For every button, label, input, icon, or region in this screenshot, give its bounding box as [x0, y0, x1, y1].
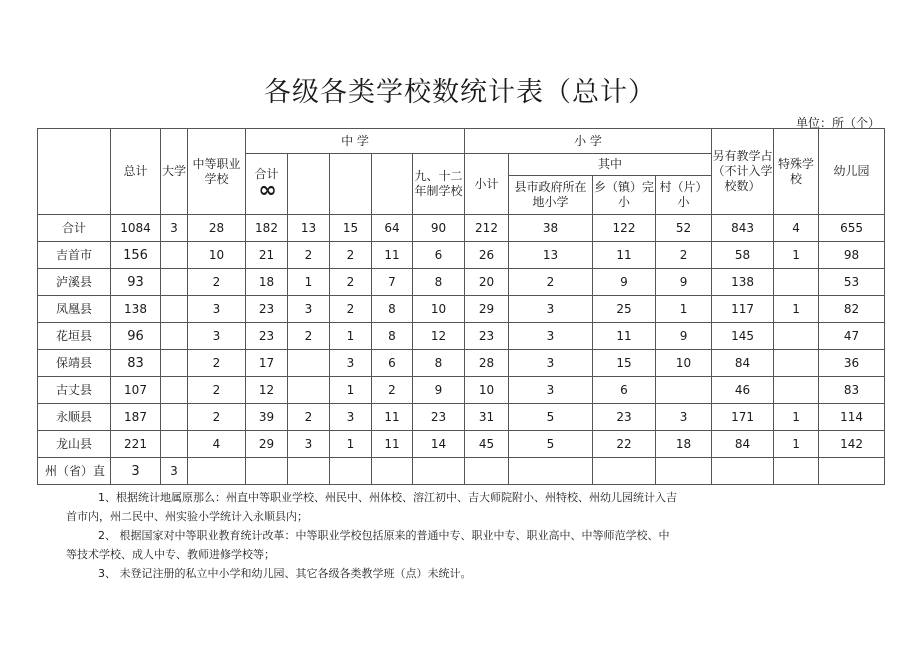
table-cell: [656, 458, 712, 485]
table-cell: 20: [465, 269, 509, 296]
table-cell: 182: [246, 215, 288, 242]
table-cell: 138: [111, 296, 161, 323]
table-cell: 11: [372, 431, 413, 458]
table-cell: 23: [465, 323, 509, 350]
table-cell: [774, 350, 819, 377]
table-cell: [288, 350, 330, 377]
table-cell: 84: [712, 431, 774, 458]
table-cell: [161, 404, 188, 431]
table-cell: 11: [372, 404, 413, 431]
table-cell: 8: [372, 296, 413, 323]
table-cell: [509, 458, 593, 485]
table-cell: 1: [330, 323, 372, 350]
table-cell: [774, 269, 819, 296]
table-cell: 6: [413, 242, 465, 269]
footnote-2-cont: 等技术学校、成人中专、教师进修学校等；: [66, 548, 275, 561]
header-middle-col-a: [288, 154, 330, 215]
table-cell: 1084: [111, 215, 161, 242]
table-cell: [288, 458, 330, 485]
table-cell: 15: [593, 350, 656, 377]
table-cell: 46: [712, 377, 774, 404]
table-cell: 15: [330, 215, 372, 242]
table-cell: [188, 458, 246, 485]
header-blank: [38, 129, 111, 215]
table-cell: 96: [111, 323, 161, 350]
header-other-teaching: 另有教学占（不计入学校数）: [712, 129, 774, 215]
table-cell: 11: [593, 323, 656, 350]
table-cell: 221: [111, 431, 161, 458]
header-village: 村（片）小: [656, 176, 712, 215]
table-cell: 28: [188, 215, 246, 242]
table-cell: 64: [372, 215, 413, 242]
header-special: 特殊学校: [774, 129, 819, 215]
header-middle-col2: ∞: [258, 178, 275, 203]
table-cell: 13: [509, 242, 593, 269]
footnotes: [66, 488, 826, 583]
table-cell: 6: [372, 350, 413, 377]
table-cell: 138: [712, 269, 774, 296]
table-cell: 7: [372, 269, 413, 296]
table-cell: [246, 458, 288, 485]
table-cell: 84: [712, 350, 774, 377]
row-label: 州（省）直: [38, 458, 111, 485]
header-township: 乡（镇）完小: [593, 176, 656, 215]
table-cell: 82: [819, 296, 885, 323]
table-cell: 18: [246, 269, 288, 296]
header-total: 总计: [111, 129, 161, 215]
header-middle-subtotal: [246, 154, 288, 215]
table-cell: 3: [509, 296, 593, 323]
table-cell: 2: [330, 242, 372, 269]
table-row: [38, 269, 885, 296]
table-cell: 3: [656, 404, 712, 431]
table-cell: 52: [656, 215, 712, 242]
table-row: [38, 296, 885, 323]
table-cell: 117: [712, 296, 774, 323]
table-cell: 8: [413, 269, 465, 296]
table-cell: 39: [246, 404, 288, 431]
table-cell: 90: [413, 215, 465, 242]
table-cell: [465, 458, 509, 485]
table-cell: [330, 458, 372, 485]
row-label: 泸溪县: [38, 269, 111, 296]
table-cell: 5: [509, 404, 593, 431]
table-cell: 10: [188, 242, 246, 269]
table-row: [38, 404, 885, 431]
table-cell: 171: [712, 404, 774, 431]
table-cell: 114: [819, 404, 885, 431]
row-label: 合计: [38, 215, 111, 242]
page-title: 各级各类学校数统计表（总计）: [264, 77, 656, 108]
table-cell: 28: [465, 350, 509, 377]
row-label: 古丈县: [38, 377, 111, 404]
table-row: [38, 458, 885, 485]
table-cell: 1: [656, 296, 712, 323]
table-cell: 187: [111, 404, 161, 431]
table-cell: 1: [330, 377, 372, 404]
table-cell: 2: [330, 296, 372, 323]
table-cell: 12: [246, 377, 288, 404]
header-middle-subtotal-label: 合计: [254, 167, 279, 181]
table-cell: 107: [111, 377, 161, 404]
footnote-2: 2、 根据国家对中等职业教育统计改革：中等职业学校包括原来的普通中专、职业中专、职业高中、中等师范学校、中: [98, 529, 670, 542]
table-row: [38, 377, 885, 404]
table-cell: 14: [413, 431, 465, 458]
table-cell: 22: [593, 431, 656, 458]
table-cell: 58: [712, 242, 774, 269]
table-cell: 145: [712, 323, 774, 350]
table-cell: 2: [656, 242, 712, 269]
table-cell: 2: [188, 377, 246, 404]
table-cell: 2: [288, 242, 330, 269]
table-cell: 23: [246, 323, 288, 350]
header-middle-school: 中 学: [246, 129, 465, 154]
footnote-1: 1、根据统计地属原那么：州直中等职业学校、州民中、州体校、溶江初中、吉大师院附小、州特校、州幼儿园统计入吉: [98, 491, 677, 504]
table-cell: 11: [372, 242, 413, 269]
table-cell: 9: [656, 323, 712, 350]
table-cell: 843: [712, 215, 774, 242]
table-cell: [593, 458, 656, 485]
table-cell: [656, 377, 712, 404]
statistics-table: [37, 128, 885, 485]
table-cell: 26: [465, 242, 509, 269]
table-cell: 156: [111, 242, 161, 269]
table-cell: 83: [111, 350, 161, 377]
header-middle-col-b: [330, 154, 372, 215]
table-cell: 8: [413, 350, 465, 377]
table-row: [38, 242, 885, 269]
row-label: 龙山县: [38, 431, 111, 458]
unit-label: 单位：所（个）: [795, 116, 880, 130]
table-cell: 47: [819, 323, 885, 350]
table-cell: [712, 458, 774, 485]
table-cell: 2: [288, 404, 330, 431]
table-cell: 10: [656, 350, 712, 377]
table-cell: 83: [819, 377, 885, 404]
table-cell: 8: [372, 323, 413, 350]
table-cell: 13: [288, 215, 330, 242]
table-cell: 9: [593, 269, 656, 296]
table-cell: 3: [288, 431, 330, 458]
table-cell: 6: [593, 377, 656, 404]
table-cell: 31: [465, 404, 509, 431]
table-row: [38, 431, 885, 458]
table-cell: 10: [413, 296, 465, 323]
table-row: [38, 350, 885, 377]
table-cell: 2: [188, 350, 246, 377]
table-cell: 212: [465, 215, 509, 242]
table-cell: 9: [413, 377, 465, 404]
table-cell: [161, 323, 188, 350]
table-cell: 29: [465, 296, 509, 323]
table-cell: 36: [819, 350, 885, 377]
table-cell: [161, 350, 188, 377]
header-kindergarten: 幼儿园: [819, 129, 885, 215]
table-cell: [774, 377, 819, 404]
table-cell: 3: [161, 215, 188, 242]
table-row: [38, 215, 885, 242]
table-cell: 17: [246, 350, 288, 377]
table-cell: 29: [246, 431, 288, 458]
table-cell: [413, 458, 465, 485]
table-cell: [774, 458, 819, 485]
table-cell: 2: [509, 269, 593, 296]
table-cell: 2: [188, 404, 246, 431]
table-cell: 45: [465, 431, 509, 458]
table-cell: 9: [656, 269, 712, 296]
row-label: 吉首市: [38, 242, 111, 269]
table-cell: 3: [509, 377, 593, 404]
table-cell: 3: [188, 323, 246, 350]
table-cell: 3: [330, 404, 372, 431]
table-cell: 53: [819, 269, 885, 296]
header-county-town: 县市政府所在地小学: [509, 176, 593, 215]
header-among: 其中: [509, 154, 712, 176]
table-cell: 3: [188, 296, 246, 323]
table-cell: 1: [288, 269, 330, 296]
header-vocational: 中等职业学校: [188, 129, 246, 215]
table-cell: 1: [774, 242, 819, 269]
table-cell: 11: [593, 242, 656, 269]
table-cell: 12: [413, 323, 465, 350]
table-cell: 3: [161, 458, 188, 485]
table-cell: [161, 269, 188, 296]
row-label: 凤凰县: [38, 296, 111, 323]
table-cell: 2: [288, 323, 330, 350]
table-cell: 4: [774, 215, 819, 242]
header-nine-twelve: 九、十二年制学校: [413, 154, 465, 215]
footnote-1-cont: 首市内，州二民中、州实验小学统计入永顺县内；: [66, 510, 308, 523]
table-cell: 3: [509, 323, 593, 350]
header-primary-subtotal: 小计: [465, 154, 509, 215]
table-cell: 2: [330, 269, 372, 296]
table-cell: 23: [246, 296, 288, 323]
table-cell: 3: [330, 350, 372, 377]
table-cell: 1: [774, 296, 819, 323]
table-cell: [774, 323, 819, 350]
table-cell: [161, 431, 188, 458]
table-cell: 3: [509, 350, 593, 377]
table-cell: 3: [288, 296, 330, 323]
table-cell: [819, 458, 885, 485]
table-cell: 23: [593, 404, 656, 431]
table-cell: 21: [246, 242, 288, 269]
footnote-3: 3、 未登记注册的私立中小学和幼儿园、其它各级各类教学班（点）未统计。: [98, 567, 472, 580]
row-label: 花垣县: [38, 323, 111, 350]
row-label: 保靖县: [38, 350, 111, 377]
row-label: 永顺县: [38, 404, 111, 431]
table-cell: 1: [774, 431, 819, 458]
table-cell: 18: [656, 431, 712, 458]
header-university: 大学: [161, 129, 188, 215]
table-cell: 25: [593, 296, 656, 323]
table-cell: 1: [774, 404, 819, 431]
table-cell: 3: [111, 458, 161, 485]
table-cell: 1: [330, 431, 372, 458]
header-primary-school: 小 学: [465, 129, 712, 154]
table-cell: [288, 377, 330, 404]
table-cell: 98: [819, 242, 885, 269]
table-cell: [161, 296, 188, 323]
table-cell: 2: [372, 377, 413, 404]
table-cell: 142: [819, 431, 885, 458]
table-cell: [372, 458, 413, 485]
table-cell: [161, 377, 188, 404]
table-cell: 10: [465, 377, 509, 404]
table-cell: [161, 242, 188, 269]
table-cell: 122: [593, 215, 656, 242]
table-cell: 2: [188, 269, 246, 296]
table-cell: 5: [509, 431, 593, 458]
table-row: [38, 323, 885, 350]
header-middle-col-c: [372, 154, 413, 215]
table-cell: 655: [819, 215, 885, 242]
table-cell: 23: [413, 404, 465, 431]
table-cell: 93: [111, 269, 161, 296]
table-cell: 38: [509, 215, 593, 242]
table-cell: 4: [188, 431, 246, 458]
